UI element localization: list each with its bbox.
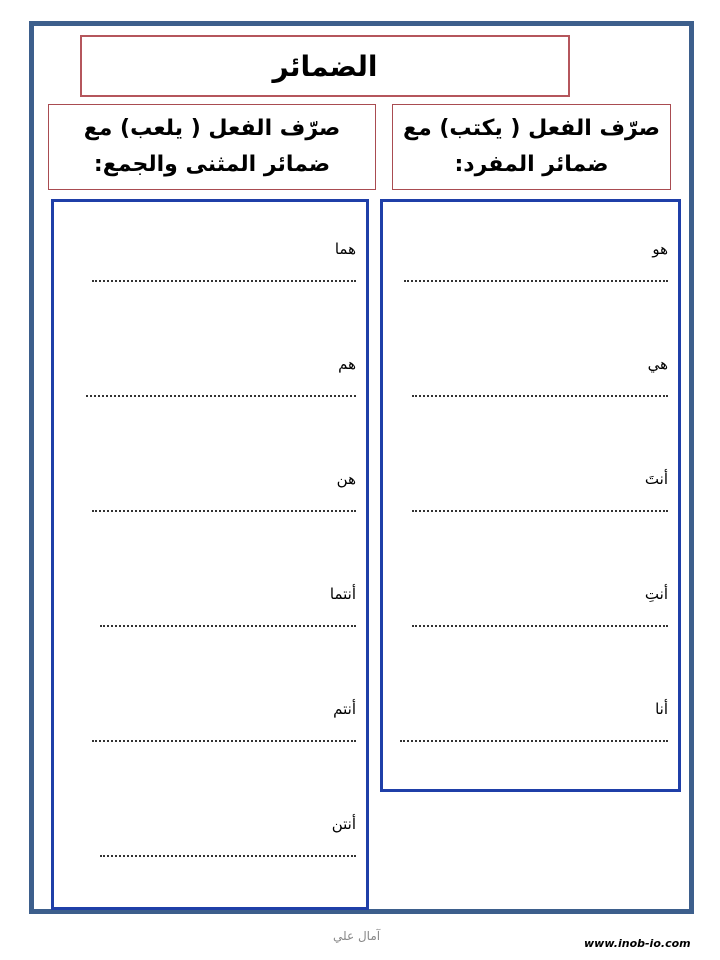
answer-line[interactable] [92, 502, 356, 512]
pronoun-label: هن [336, 470, 356, 488]
singular-instructions-box [392, 104, 671, 190]
pronoun-label: هما [334, 240, 356, 258]
pronoun-label: أنتِ [644, 585, 668, 603]
answer-line[interactable] [412, 617, 668, 627]
answer-line[interactable] [100, 617, 356, 627]
answer-line[interactable] [412, 387, 668, 397]
pronoun-label: أنتما [329, 585, 356, 603]
answer-line[interactable] [400, 732, 668, 742]
singular-pronouns-pane [380, 199, 681, 792]
pronoun-label: أنتم [333, 700, 356, 718]
answer-line[interactable] [100, 847, 356, 857]
pronoun-label: هو [652, 240, 668, 258]
answer-line[interactable] [412, 502, 668, 512]
pronoun-label: هم [338, 355, 356, 373]
plural-instructions-text: صرّف الفعل ( يلعب) مع ضمائر المثنى والجمع: [83, 116, 341, 177]
answer-line[interactable] [92, 732, 356, 742]
author-credit: آمال علي [333, 929, 381, 943]
page-title: الضمائر [272, 49, 378, 83]
website-link[interactable]: www.inob-io.com [584, 937, 691, 950]
title-box [80, 35, 570, 97]
plural-pronouns-pane [51, 199, 369, 910]
answer-line[interactable] [86, 387, 356, 397]
pronoun-label: هي [647, 355, 668, 373]
answer-line[interactable] [92, 272, 356, 282]
answer-line[interactable] [404, 272, 668, 282]
pronoun-label: أنتن [331, 815, 356, 833]
pronoun-label: أنتَ [644, 470, 668, 488]
plural-instructions-box [48, 104, 376, 190]
pronoun-label: أنا [655, 700, 668, 718]
singular-instructions-text: صرّف الفعل ( يكتب) مع ضمائر المفرد: [403, 116, 660, 177]
